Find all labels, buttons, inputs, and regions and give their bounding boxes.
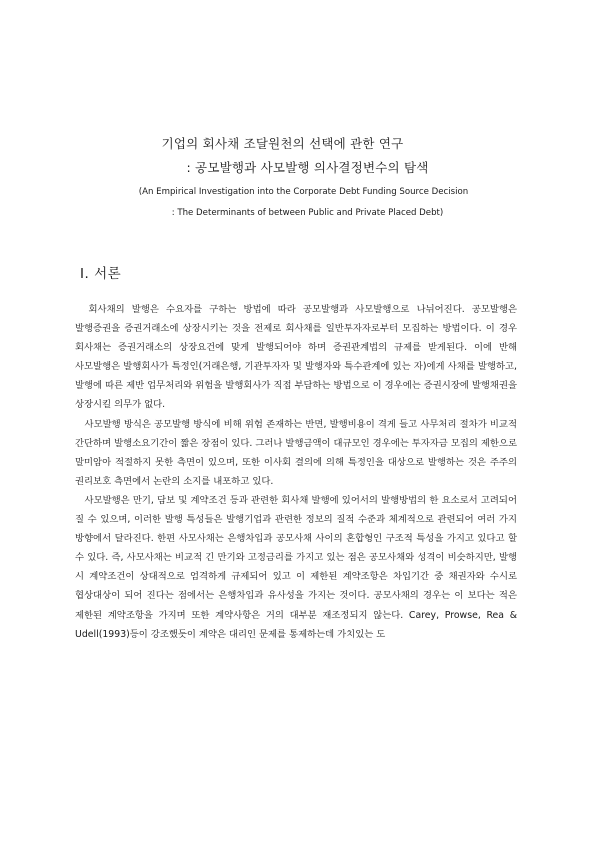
korean-title: 기업의 회사채 조달원천의 선택에 관한 연구 <box>161 136 404 151</box>
body-text <box>75 300 517 644</box>
paragraph: 회사채의 발행은 수요자를 구하는 방법에 따라 공모발행과 사모발행으로 나뉘어진다. 공모발행은 발행증권을 증권거래소에 상장시키는 것을 전제로 회사채를 일반투자자로부터 모집하는 방법이다. 이 경우 회사채는 증권거래소의 상장요건에 맞게 발행되어야 하며 증권관계법의 규제를 받게된다. 이에 반해 사모발행은 발행회사가 특정인(거래은행, 기관투자자 및 발행자와 특수관계에 있는 자)에게 사채를 발행하고, 발행에 따른 제반 업무처리와 위험을 발행회사가 직접 부담하는 방법으로 이 경우에는 증권시장에 발행채권을 상장시킬 의무가 없다. <box>75 304 517 411</box>
section-heading: Ⅰ. 서론 <box>80 266 122 282</box>
english-subtitle: : The Determinants of between Public and Private Placed Debt) <box>171 208 444 218</box>
english-title: (An Empirical Investigation into the Corporate Debt Funding Source Decision <box>138 187 469 197</box>
paragraph: 사모발행은 만기, 담보 및 계약조건 등과 관련한 회사채 발행에 있어서의 발행방법의 한 요소로서 고려되어 질 수 있으며, 이러한 발행 특성들은 발행기업과 관련한 정보의 질적 수준과 체계적으로 관련되어 여러 가지 방향에서 달라진다. 한편 사모사채는 은행차입과 공모사채 사이의 혼합형인 구조적 특성을 가지고 있다고 할 수 있다. 즉, 사모사채는 비교적 긴 만기와 고정금리를 가지고 있는 점은 공모사채와 성격이 비슷하지만, 발행 시 계약조건이 상대적으로 엄격하게 규제되어 있고 이 제한된 계약조항은 차입기간 중 채권자와 수시로 협상대상이 되어 진다는 점에서는 은행차입과 유사성을 가지는 것이다. 공모사채의 경우는 이 보다는 적은 제한된 계약조항을 가지며 또한 계약사항은 거의 대부분 재조정되지 않는다. Carey, Prowse, Rea & Udell(1993)등이 강조했듯이 계약은 대리인 문제를 통제하는데 가치있는 도 <box>75 494 517 640</box>
title-block <box>0 132 595 224</box>
paragraph: 사모발행 방식은 공모발행 방식에 비해 위험 존재하는 반면, 발행비용이 격게 들고 사무처리 절차가 비교적 간단하며 발행소요기간이 짧은 장점이 있다. 그러나 발행금액이 대규모인 경우에는 투자자금 모집의 제한으로 말미암아 적절하지 못한 측면이 있으며, 또한 이사회 결의에 의해 특정인을 대상으로 발행하는 것은 주주의 권리보호 측면에서 논란의 소지를 내포하고 있다. <box>75 418 517 487</box>
korean-subtitle: : 공모발행과 사모발행 의사결정변수의 탐색 <box>186 160 429 175</box>
